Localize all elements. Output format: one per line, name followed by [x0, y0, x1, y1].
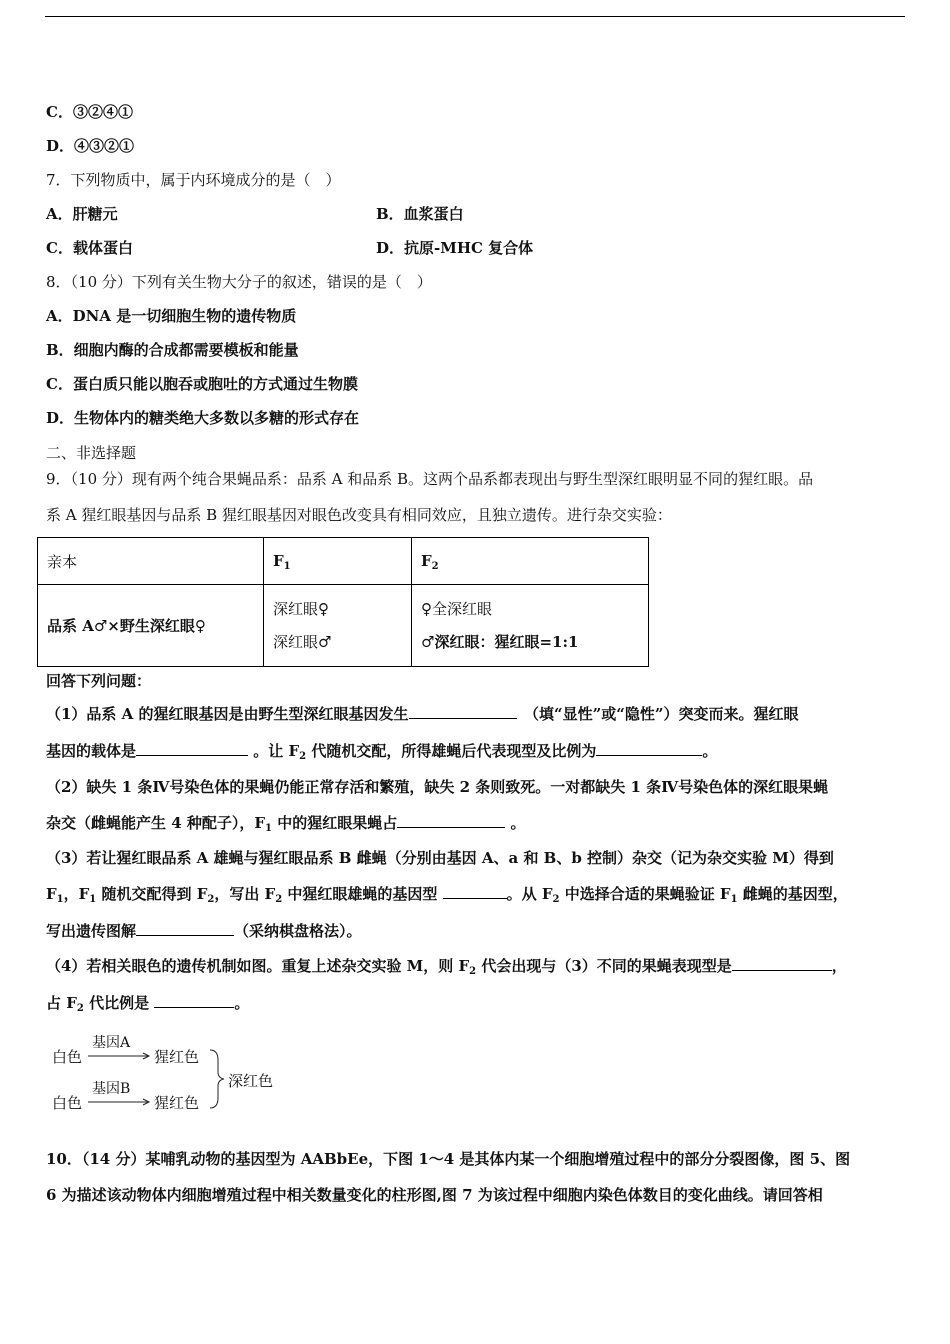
f1-line2: 深红眼♂	[273, 632, 332, 651]
q9-part3-line3	[46, 921, 362, 941]
white-label-1: 白色	[52, 1048, 83, 1066]
q10-line2: 6 为描述该动物体内细胞增殖过程中相关数量变化的柱形图,图 7 为该过程中细胞内染色体数目的变化曲线。请回答相	[46, 1186, 823, 1204]
q8-option-a: A．DNA 是一切细胞生物的遗传物质	[46, 307, 297, 325]
gene-b-label: 基因B	[92, 1081, 131, 1097]
header-f2-sub: 2	[431, 561, 439, 572]
q8-stem: 8．（10 分）下列有关生物大分子的叙述，错误的是（ ）	[46, 273, 432, 291]
diagram-arrows	[48, 1030, 288, 1115]
text-span: ，F	[63, 885, 90, 903]
q6-option-d: D．④③②①	[46, 137, 135, 155]
header-f2-base: F	[421, 552, 432, 570]
brace	[210, 1050, 224, 1108]
header-f1-sub: 1	[283, 561, 291, 572]
text-span: 雌蝇的基因型，	[737, 885, 848, 903]
parent-cell: 品系 A♂×野生深红眼♀	[38, 585, 264, 667]
q7-option-d: D．抗原-MHC 复合体	[376, 239, 534, 257]
f2-line1: ♀全深红眼	[421, 599, 492, 618]
subscript: 1	[265, 823, 273, 834]
q9-part4-line2	[46, 993, 249, 1013]
subscript: 1	[730, 894, 738, 905]
q9-part1-line2	[46, 741, 717, 761]
text-span: 中选择合适的果蝇验证 F	[559, 885, 731, 903]
text-span: 随机交配得到 F	[96, 885, 208, 903]
f2-line2: ♂深红眼：猩红眼=1:1	[421, 632, 579, 651]
answer-blank[interactable]	[732, 956, 832, 971]
q9-part2-line2	[46, 813, 525, 833]
q9-stem-line1: 9．（10 分）现有两个纯合果蝇品系：品系 A 和品系 B。这两个品系都表现出与野生型深红眼明显不同的猩红眼。品	[46, 470, 814, 488]
text-span: 。	[702, 742, 718, 760]
text-span: ，写出 F	[214, 885, 276, 903]
gene-a-label: 基因A	[92, 1035, 131, 1051]
text-span: 。从 F	[506, 885, 553, 903]
subscript: 1	[89, 894, 97, 905]
subscript: 1	[56, 894, 64, 905]
header-parent: 亲本	[38, 538, 264, 585]
text-span: （1）品系 A 的猩红眼基因是由野生型深红眼基因发生	[46, 705, 409, 723]
subscript: 2	[469, 966, 477, 977]
f1-cell	[264, 585, 412, 667]
text-span: 。	[505, 814, 526, 832]
subscript: 2	[552, 894, 560, 905]
q7-option-b: B．血浆蛋白	[376, 205, 464, 223]
text-span: F	[46, 885, 57, 903]
q9-part1-line1	[46, 704, 799, 724]
text-span: ，	[831, 957, 847, 975]
q6-option-c: C．③②④①	[46, 103, 133, 121]
answer-intro: 回答下列问题：	[46, 672, 152, 690]
q8-option-c: C．蛋白质只能以胞吞或胞吐的方式通过生物膜	[46, 375, 358, 393]
answer-blank[interactable]	[596, 741, 702, 756]
q7-option-a: A．肝糖元	[46, 205, 118, 223]
answer-blank[interactable]	[136, 741, 248, 756]
f2-cell	[412, 585, 649, 667]
header-f2	[412, 538, 649, 585]
text-span: 中猩红眼雄蝇的基因型	[282, 885, 438, 903]
text-span: 基因的载体是	[46, 742, 137, 760]
answer-blank[interactable]	[397, 813, 505, 828]
q9-part4-line1	[46, 956, 847, 976]
eye-color-pathway-diagram	[48, 1030, 288, 1115]
subscript: 2	[275, 894, 283, 905]
section-heading: 二、非选择题	[46, 444, 137, 462]
text-span: 代随机交配，所得雄蝇后代表现型及比例为	[306, 742, 597, 760]
scarlet-label-2: 猩红色	[154, 1094, 200, 1112]
q9-part3-line1: （3）若让猩红眼品系 A 雄蝇与猩红眼品系 B 雌蝇（分别由基因 A、a 和 B、b 控制）杂交（记为杂交实验 M）得到	[46, 849, 834, 867]
header-f1-base: F	[273, 552, 284, 570]
text-span: （4）若相关眼色的遗传机制如图。重复上述杂交实验 M，则 F	[46, 957, 470, 975]
text-span: 代比例是	[83, 994, 150, 1012]
q9-part2-line1: （2）缺失 1 条Ⅳ号染色体的果蝇仍能正常存活和繁殖，缺失 2 条则致死。一对都缺失 1 条Ⅳ号染色体的深红眼果蝇	[46, 778, 829, 796]
subscript: 2	[299, 751, 307, 762]
text-span: 代会出现与（3）不同的果蝇表现型是	[476, 957, 732, 975]
table-header-row	[38, 538, 649, 585]
subscript: 2	[76, 1003, 84, 1014]
answer-blank[interactable]	[409, 704, 517, 719]
q10-line1: 10．（14 分）某哺乳动物的基因型为 AABbEe，下图 1～4 是其体内某一个细胞增殖过程中的部分分裂图像，图 5、图	[46, 1150, 851, 1168]
scarlet-label-1: 猩红色	[154, 1048, 200, 1066]
answer-blank[interactable]	[154, 993, 234, 1008]
text-span: 。让 F	[253, 742, 300, 760]
white-label-2: 白色	[52, 1094, 83, 1112]
deep-red-label: 深红色	[228, 1072, 274, 1090]
q7-stem: 7．下列物质中，属于内环境成分的是（ ）	[46, 171, 341, 189]
q8-option-d: D．生物体内的糖类绝大多数以多糖的形式存在	[46, 409, 360, 427]
answer-blank[interactable]	[443, 884, 507, 899]
answer-blank[interactable]	[136, 921, 234, 936]
q7-option-c: C．载体蛋白	[46, 239, 133, 257]
text-span: （采纳棋盘格法）。	[234, 922, 362, 940]
text-span: 杂交（雌蝇能产生 4 种配子），F	[46, 814, 266, 832]
f1-line1: 深红眼♀	[273, 599, 329, 618]
text-span: （填“显性”或“隐性”）突变而来。猩红眼	[531, 705, 799, 723]
text-span: 。	[234, 994, 250, 1012]
text-span: 中的猩红眼果蝇占	[272, 814, 398, 832]
cross-table	[37, 537, 649, 667]
q8-option-b: B．细胞内酶的合成都需要模板和能量	[46, 341, 299, 359]
text-span: 占 F	[46, 994, 77, 1012]
text-span: 写出遗传图解	[46, 922, 137, 940]
header-f1	[264, 538, 412, 585]
table-row	[38, 585, 649, 667]
q9-part3-line2	[46, 884, 848, 904]
q9-stem-line2: 系 A 猩红眼基因与品系 B 猩红眼基因对眼色改变具有相同效应，且独立遗传。进行杂交实验：	[46, 506, 672, 524]
subscript: 2	[207, 894, 215, 905]
header-rule	[45, 16, 905, 17]
